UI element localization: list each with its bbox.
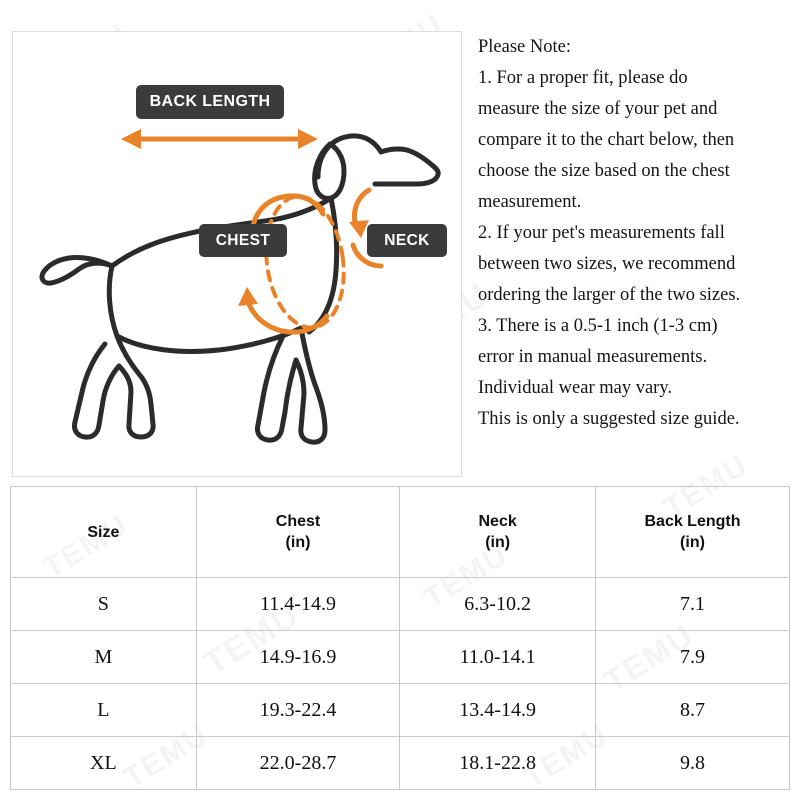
size-chart-head <box>11 487 790 578</box>
cell-chest: 22.0-28.7 <box>196 737 400 790</box>
pet-measurement-diagram <box>12 31 462 477</box>
header-label: Chest <box>275 513 321 530</box>
back-length-arrow <box>121 129 318 149</box>
cell-back-length: 7.9 <box>595 631 789 684</box>
notes-line: measure the size of your pet and <box>478 99 718 119</box>
notes-heading: Please Note: <box>478 37 571 57</box>
cell-neck: 18.1-22.8 <box>400 737 596 790</box>
cell-size: S <box>11 578 197 631</box>
cell-back-length: 9.8 <box>595 737 789 790</box>
notes-line: ordering the larger of the two sizes. <box>478 285 741 305</box>
cell-chest: 19.3-22.4 <box>196 684 400 737</box>
cell-back-length: 7.1 <box>595 578 789 631</box>
cell-neck: 13.4-14.9 <box>400 684 596 737</box>
header-unit: (in) <box>285 534 311 551</box>
table-row <box>11 631 790 684</box>
header-unit: (in) <box>680 534 705 551</box>
notes-line: error in manual measurements. <box>478 347 708 367</box>
cell-back-length: 8.7 <box>595 684 789 737</box>
notes-lines <box>478 63 796 435</box>
header-chest <box>196 487 400 578</box>
cell-chest: 14.9-16.9 <box>196 631 400 684</box>
please-note-block <box>478 32 796 435</box>
header-label: Back Length <box>644 513 741 530</box>
notes-line: choose the size based on the chest <box>478 161 730 181</box>
header-label: Size <box>87 523 120 541</box>
notes-line: 3. There is a 0.5-1 inch (1-3 cm) <box>478 316 718 336</box>
header-back-length <box>595 487 789 578</box>
label-neck: NECK <box>367 224 447 257</box>
header-neck <box>400 487 596 578</box>
notes-line: compare it to the chart below, then <box>478 130 735 150</box>
header-size <box>11 487 197 578</box>
header-label: Neck <box>478 513 517 530</box>
notes-line: Individual wear may vary. <box>478 378 673 398</box>
cell-size: XL <box>11 737 197 790</box>
notes-line: 2. If your pet's measurements fall <box>478 223 725 243</box>
size-chart-body <box>11 578 790 790</box>
notes-line: between two sizes, we recommend <box>478 254 736 274</box>
label-back-length: BACK LENGTH <box>136 85 284 119</box>
cell-size: L <box>11 684 197 737</box>
table-row <box>11 684 790 737</box>
notes-line: This is only a suggested size guide. <box>478 409 740 429</box>
size-chart-table <box>10 486 790 790</box>
header-unit: (in) <box>485 534 511 551</box>
cell-size: M <box>11 631 197 684</box>
notes-line: 1. For a proper fit, please do <box>478 68 688 88</box>
cell-chest: 11.4-14.9 <box>196 578 400 631</box>
cell-neck: 11.0-14.1 <box>400 631 596 684</box>
notes-line: measurement. <box>478 192 582 212</box>
table-row <box>11 578 790 631</box>
cell-neck: 6.3-10.2 <box>400 578 596 631</box>
table-header-row <box>11 487 790 578</box>
label-chest: CHEST <box>199 224 287 257</box>
table-row <box>11 737 790 790</box>
